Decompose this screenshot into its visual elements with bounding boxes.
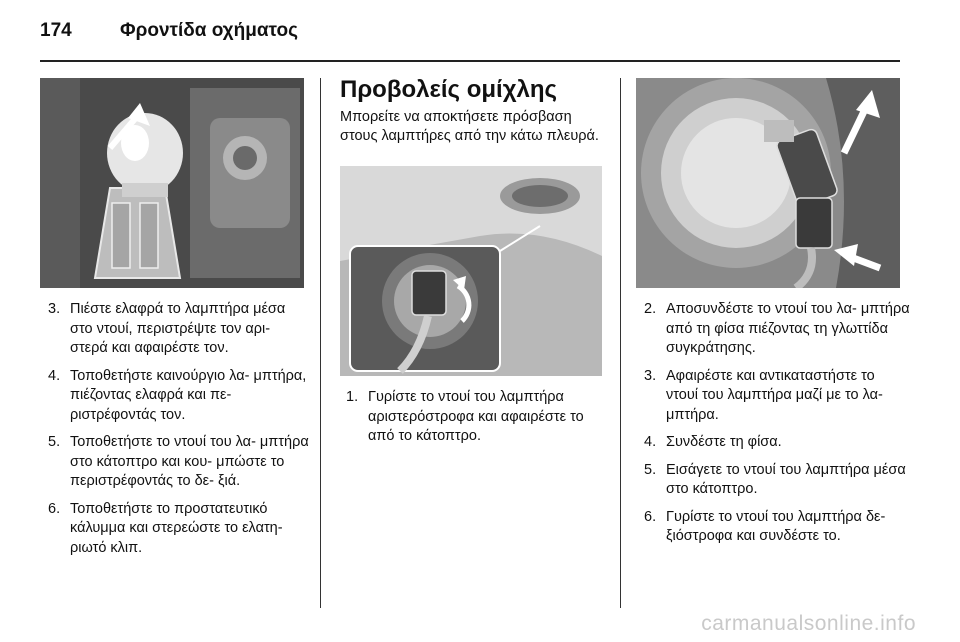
section-title: Προβολείς ομίχλης bbox=[340, 76, 558, 103]
fog-light-illustration bbox=[340, 166, 602, 376]
header-rule bbox=[40, 60, 900, 62]
page-number: 174 bbox=[40, 20, 72, 41]
bulb-holder-illustration bbox=[636, 78, 900, 288]
list-item: 5. Τοποθετήστε το ντουί του λα- μπτήρα στο κάτοπτρο και κου- μπώστε το περιστρέφοντάς το δε- ξιά. bbox=[48, 434, 309, 489]
list-item: 4. Τοποθετήστε καινούργιο λα- μπτήρα, πιέζοντας ελαφρά και πε- ριστρέφοντάς τον. bbox=[48, 367, 307, 423]
list-item: 5. Εισάγετε το ντουί του λαμπτήρα μέσα στο κάτοπτρο. bbox=[644, 461, 906, 497]
list-item: 6. Τοποθετήστε το προστατευτικό κάλυμμα και στερεώστε το ελατη- ριωτό κλιπ. bbox=[48, 500, 283, 556]
list-item: 3. Πιέστε ελαφρά το λαμπτήρα μέσα στο ντουί, περιστρέψτε τον αρι- στερά και αφαιρέστε τον. bbox=[48, 301, 286, 356]
right-steps-list bbox=[644, 300, 910, 555]
list-item: 1. Γυρίστε το ντουί του λαμπτήρα αριστερόστροφα και αφαιρέστε το από το κάτοπτρο. bbox=[346, 389, 584, 444]
list-item: 2. Αποσυνδέστε το ντουί του λα- μπτήρα από τη φίσα πιέζοντας τη γλωττίδα συγκράτησης. bbox=[644, 301, 910, 356]
headlamp-bulb-illustration bbox=[40, 78, 304, 288]
list-item: 4. Συνδέστε τη φίσα. bbox=[644, 434, 782, 450]
section-intro: Μπορείτε να αποκτήσετε πρόσβαση στους λαμπτήρες από την κάτω πλευρά. bbox=[340, 109, 599, 144]
middle-steps-list bbox=[346, 388, 608, 455]
column-divider-left bbox=[320, 78, 321, 608]
page-header bbox=[40, 12, 920, 48]
list-item: 6. Γυρίστε το ντουί του λαμπτήρα δε- ξιόστροφα και συνδέστε το. bbox=[644, 508, 886, 544]
watermark[interactable]: carmanualsonline.info bbox=[701, 612, 916, 635]
left-steps-list bbox=[48, 300, 310, 566]
list-item: 3. Αφαιρέστε και αντικαταστήστε το ντουί του λαμπτήρα μαζί με το λα- μπτήρα. bbox=[644, 367, 883, 423]
column-divider-right bbox=[620, 78, 621, 608]
page-title: Φροντίδα οχήματος bbox=[120, 20, 298, 41]
